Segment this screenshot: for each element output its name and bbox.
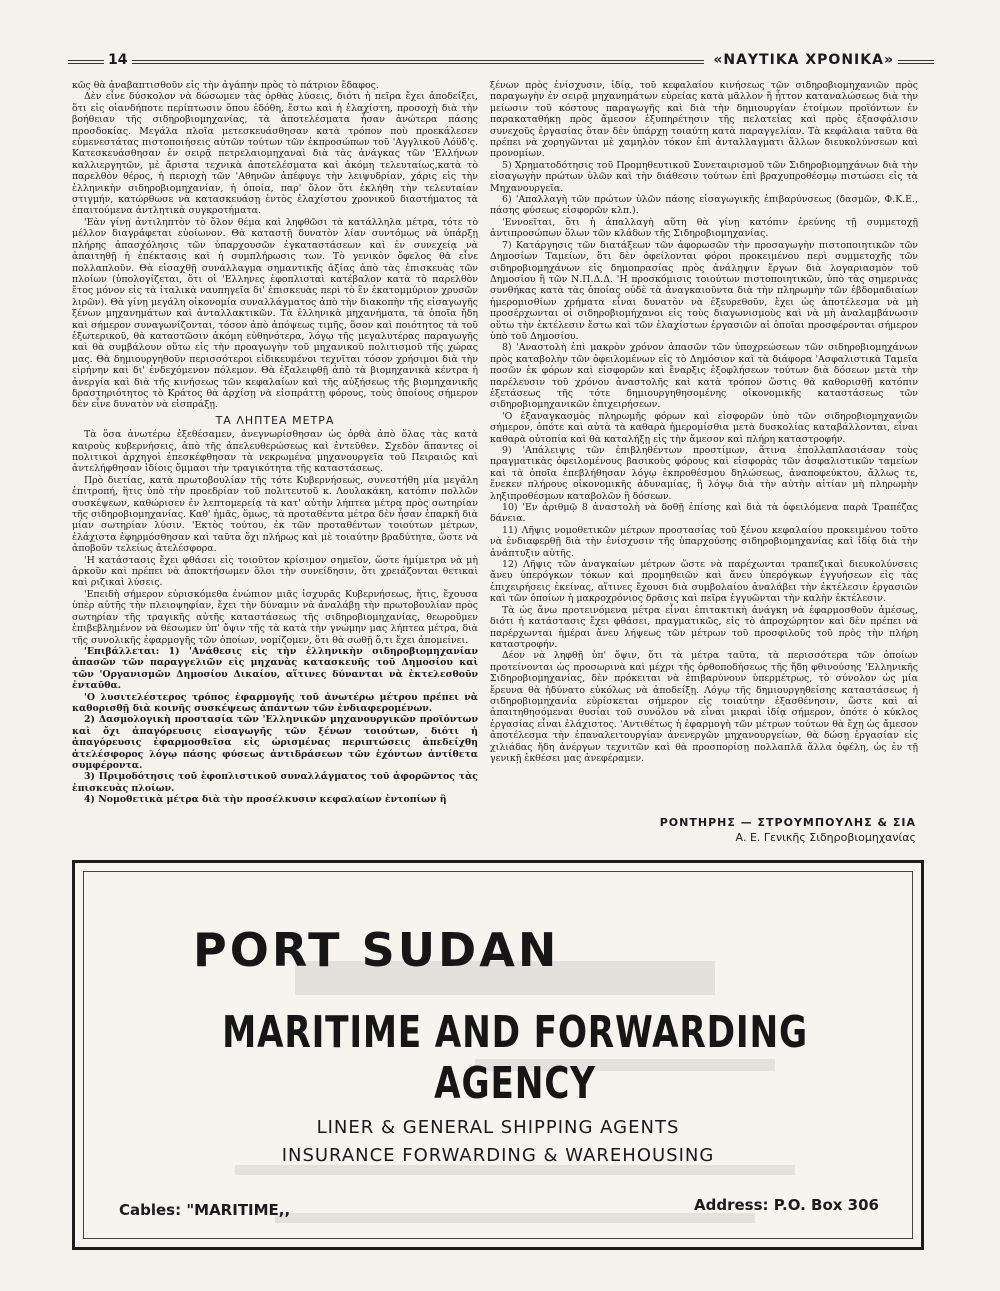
ad-services-line-2: INSURANCE FORWARDING & WAREHOUSING — [281, 1145, 715, 1166]
paragraph: Τὰ ὅσα ἀνωτέρω ἐξεθέσαμεν, ἀνεγνωρίσθησαν ὡς ὀρθὰ ἀπὸ ὅλας τὰς κατὰ καιροὺς κυβερνήσεις, ἀπὸ τῆς ἀπελευθερώσεως καὶ ἐντεῦθεν. Σχεδὸν ἅπαντες οἱ πολιτικοὶ ἀρχηγοὶ ἐπεσκέφθησαν τὰ νεκρωμένα μηχανουργεῖα τοῦ Πειραιῶς καὶ ἀντελήφθησαν ἰδίοις ὄμμασι τὴν τραγικότητα τῆς καταστάσεως. — [72, 429, 478, 475]
paragraph: Δὲν εἶνε δύσκολον νὰ δώσωμεν τὰς ὀρθὰς λύσεις, διότι ἡ πεῖρα ἔχει ἀποδείξει, ὅτι εἰς οἱανδήποτε περίπτωσιν ὅπου ἐδόθη, ἔστω καὶ ἡ ἐλαχίστη, προσοχὴ διὰ τὴν βοήθειαν τῆς σιδηροβιομηχανίας, τὰ ἀποτελέσματα ἦσαν ἀνώτερα πάσης προσδοκίας. Μεγάλα πλοῖα μετεσκευάσθησαν κατὰ τρόπον ποὺ προεκάλεσεν εὐμενεστάτας πιστοποιήσεις αὐτῶν τούτων τῶν ἐκπροσώπων τοῦ 'Αγγλικοῦ Λόϋδ'ς. Κατεσκευάσθησαν ἐν σειρᾷ πετρελαιομηχαναὶ διὰ τὰς ἀνάγκας τῶν 'Ελλήνων καλλιεργητῶν, μὲ ἄριστα τεχνικὰ ἀποτελέσματα καὶ ἀκόμη τελευταίως,κατὰ τὸ παρελθὸν θέρος, ἡ περιοχὴ τῶν 'Αθηνῶν ἀπέφυγε τὴν λειψυδρίαν, χάρις εἰς τὴν ἑλληνικὴν σιδηροβιομηχανίαν, ἡ ὁποία, παρ' ὅλον ὅτι ἐκλήθη τὴν τελευταίαν στιγμήν, κατώρθωσε νὰ κατασκευάσῃ ἐντὸς ἐλαχίστου χρονικοῦ διαστήματος τὰ ἐπαιτούμενα ἀντλητικὰ συγκροτήματα. — [72, 91, 478, 217]
paragraph: 'Ο ἐξαναγκασμὸς πληρωμῆς φόρων καὶ εἰσφορῶν ὑπὸ τῶν σιδηροβιομηχανιῶν σήμερον, ὁπότε καὶ αὐτὰ τὰ καθαρὰ ἡμερομίσθια μετὰ δυσκολίας καταβάλλονται, εἶναι καθαρὰ οὐτοπία καὶ θὰ καταλήξῃ εἰς τὴν ἄμεσον καὶ πλήρη καταστροφήν. — [490, 410, 918, 445]
header-rule-left — [68, 60, 104, 64]
article-column-left — [72, 80, 478, 838]
page-header — [68, 52, 934, 76]
ad-cables: Cables: "MARITIME,, — [119, 1201, 291, 1219]
ad-subtitle: MARITIME AND FORWARDING AGENCY — [222, 1007, 808, 1109]
ad-title: PORT SUDAN — [193, 923, 560, 977]
paragraph: 'Η κατάστασις ἔχει φθάσει εἰς τοιοῦτον κρίσιμον σημεῖον, ὥστε ἡμίμετρα νὰ μὴ ἀρκοῦν καὶ πρέπει νὰ ἀποκτήσωμεν ὅλοι τὴν συνείδησιν, ὅτι χρειάζονται θετικαὶ καὶ ριζικαὶ λύσεις. — [72, 554, 478, 589]
ad-services-line-1: LINER & GENERAL SHIPPING AGENTS — [316, 1117, 680, 1138]
article-signature — [540, 816, 920, 844]
paragraph: 4) Νομοθετικὰ μέτρα διὰ τὴν προσέλκυσιν κεφαλαίων ἐντοπίων ἢ — [84, 794, 447, 806]
paragraph: 5) Χρηματοδότησις τοῦ Προμηθευτικοῦ Συνεταιρισμοῦ τῶν Σιδηροβιομηχάνων διὰ τὴν εἰσαγωγὴν πρώτων ὑλῶν καὶ τὴν διάθεσιν τούτων ἐπὶ βραχυπροθέσμῳ πιστώσει εἰς τὰ Μηχανουργεῖα. — [490, 159, 918, 194]
paragraph: Πρὸ διετίας, κατὰ πρωτοβουλίαν τῆς τότε Κυβερνήσεως, συνεστήθη μία μεγάλη ἐπιτροπή, ἥτις ὑπὸ τὴν προεδρίαν τοῦ πολιτευτοῦ κ. Λουλακάκη, κατόπιν πολλῶν συσκέψεων, καθώρισεν ἐν λεπτομερείᾳ τὰ κατ' αὐτὴν λήπτεα μέτρα πρὸς σωτηρίαν τῆς σιδηροβιομηχανίας. Καθ' ἡμᾶς, ὅμως, τὰ προταθέντα μέτρα δὲν ἦσαν ἐπαρκῆ διὰ μίαν σωτηρίαν λύσιν. 'Εκτὸς τούτου, ἐκ τῶν προταθέντων τοιούτων μέτρων, ἐλάχιστα ἐφηρμόσθησαν καὶ ταῦτα ὄχι πλήρως καὶ μὲ τοιαύτην βραδύτητα, ὥστε νὰ ἀποβοῦν τελείως ἀτελέσφορα. — [72, 474, 478, 555]
paragraph: Δέον νὰ ληφθῇ ὑπ' ὄψιν, ὅτι τὰ μέτρα ταῦτα, τὰ περισσότερα τῶν ὁποίων προτείνονται ὡς προσωρινὰ καὶ μέχρι τῆς ὀρθοποδήσεως τῆς ἤδη φθινούσης 'Ελληνικῆς Σιδηροβιομηχανίας, δὲν πρόκειται νὰ ἐπιβαρύνουν ὑπερμέτρως, τὸ σύνολον ὡς μία ἔρευνα θὰ ἠδύνατο εὐκόλως νὰ ἀποδείξῃ. Λόγῳ τῆς δημιουργηθείσης καταστάσεως ἡ σιδηροβιομηχανία εὑρίσκεται σήμερον εἰς τοιαύτην ἐξασθένησιν, ὥστε καὶ αἱ ἀπαιτηθησόμεναι θυσίαι τοῦ συνόλου νὰ εἶναι μικραὶ ἰδίᾳ σήμερον, ὁπότε ὁ κύκλος ἐργασίας εἶναι ἐλάχιστος. 'Αντιθέτως ἡ ἐφαρμογὴ τῶν μέτρων τούτων θὰ ἔχῃ ὡς ἄμεσον ἀποτέλεσμα τὴν ἐπαναλειτουργίαν ἀνενεργῶν μηχανουργείων, θὰ δώσῃ ἐργασίαν εἰς χιλιάδας ἤδη ἀνέργων τεχνιτῶν καὶ θὰ προσπορίσῃ πολλαπλᾶ ἄλλα ὀφέλη, ὡς ἐν τῇ γενικῇ ἐκθέσει μας ἀνεφέραμεν. — [490, 650, 918, 764]
running-head: «ΝΑΥΤΙΚΑ ΧΡΟΝΙΚΑ» — [713, 52, 894, 68]
section-heading: ΤΑ ΛΗΠΤΕΑ ΜΕΤΡΑ — [215, 413, 335, 427]
advertisement-box — [72, 860, 924, 1250]
paragraph: 7) Κατάργησις τῶν διατάξεων τῶν ἀφορωσῶν τὴν προσαγωγὴν πιστοποιητικῶν τῶν Δημοσίων Ταμείων, ὅτι δὲν ὀφείλονται φόροι προκειμένου περὶ συμμετοχῆς τῶν σιδηροβιομηχάνων εἰς δημοπρασίας πρὸς ἀνάληψιν ἔργων διὰ λογαριασμὸν τοῦ Δημοσίου ἢ τῶν Ν.Π.Δ.Δ. 'Η προσκόμισις τοιούτων πιστοποιητικῶν, ὑπὸ τὰς σημερινὰς συνθήκας κατὰ τὰς ὁποίας οὐδὲ τὰ ἀναγκαιοῦντα διὰ τὴν πληρωμὴν τῶν ἑβδομαδιαίων ἡμερομισθίων χρήματα εἶναι δυνατὸν νὰ ἐξευρεθοῦν, ἔχει ὡς ἀποτέλεσμα νὰ μὴ προσέρχωνται οἱ σιδηροβιομήχανοι εἰς τοὺς διαγωνισμοὺς καὶ νὰ μὴ ἀναλαμβάνωσιν οὕτω τὴν ἐκτέλεσιν ἔστω καὶ τῶν ἐλαχίστων ἐργασιῶν αἱ ὁποῖαι προσφέρονται σήμερον ὑπὸ τοῦ Δημοσίου. — [490, 239, 918, 342]
signature-company: Α. Ε. Γενικῆς Σιδηροβιομηχανίας — [735, 831, 916, 844]
paragraph: 6) 'Απαλλαγὴ τῶν πρώτων ὑλῶν πάσης εἰσαγωγικῆς ἐπιβαρύνσεως (δασμῶν, Φ.Κ.Ε., πάσης φύσεως εἰσφορῶν κλπ.). — [490, 194, 918, 217]
paragraph: 'Ο λυσιτελέστερος τρόπος ἐφαρμογῆς τοῦ ἀνωτέρω μέτρου πρέπει νὰ καθορισθῇ διὰ κοινῆς συσκέψεως ἁπάντων τῶν ἐνδιαφερομένων. — [72, 691, 478, 714]
signature-names: ΡΟΝΤΗΡΗΣ — ΣΤΡΟΥΜΠΟΥΛΗΣ & ΣΙΑ — [659, 816, 916, 829]
paragraph: 8) 'Αναστολὴ ἐπὶ μακρὸν χρόνον ἁπασῶν τῶν ὑποχρεώσεων τῶν σιδηροβιομηχάνων πρὸς καταβολὴν τῶν ὀφειλομένων εἰς τὸ Δημόσιον καὶ τὰ διάφορα 'Ασφαλιστικὰ Ταμεῖα ποσῶν ἐκ φόρων καὶ εἰσφορῶν καὶ ἔναρξις ἐξοφλήσεων τούτων διὰ δόσεων μετὰ τὴν παρέλευσιν τοῦ χρόνου ἀναστολῆς καὶ κατὰ τρόπον ὥστις θὰ καθορισθῇ κατόπιν ἐξετάσεως τῆς τότε δημιουργηθησομένης οἰκονομικῆς καταστάσεως τῶν σιδηροβιομηχανικῶν ἐπιχειρήσεων. — [490, 342, 918, 411]
paragraph: κῶς θὰ ἀναβαπτισθοῦν εἰς τὴν ἀγάπην πρὸς τὸ πάτριον ἔδαφος. — [72, 80, 379, 91]
paragraph: 9) 'Απάλειψις τῶν ἐπιβληθέντων προστίμων, ἅτινα ἐπολλαπλασιάσαν τοὺς πραγματικὰς ὀφειλομένους βασικοὺς φόρους καὶ εἰσφορὰς τῶν ἀσφαλιστικῶν ταμείων καὶ τὰ ὁποῖα ἐπεβλήθησαν λόγῳ ἐκπροθέσμου δηλώσεως, ἀναποφεύκτου, ἄλλως τε, ἕνεκεν πλήρους οἰκονομικῆς ἀδυναμίας, ἢ λόγῳ διὰ τὴν αὐτὴν αἰτίαν μὴ πληρωμὴν ληξιπροθέσμων καταβολῶν ἢ δόσεων. — [490, 445, 918, 502]
paragraph: 3) Πριμοδότησις τοῦ ἐφοπλιστικοῦ συναλλάγματος τοῦ ἀφορῶντος τὰς ἐπισκευὰς πλοίων. — [72, 771, 478, 794]
article-column-right — [490, 80, 918, 812]
paragraph: 'Εὰν γίνῃ ἀντιληπτὸν τὸ ὅλον θέμα καὶ ληφθῶσι τὰ κατάλληλα μέτρα, τότε τὸ μέλλον διαγράφεται εὐοίωνον. Θὰ καταστῇ δυνατὸν λίαν συντόμως νὰ ὑπάρξῃ πλήρης ἀπασχόλησις τῶν ὑπαρχουσῶν ἐγκαταστάσεων καὶ ἐν συνεχείᾳ νὰ ἀπαιτηθῇ ἡ ἐπέκτασις καὶ ἡ συμπλήρωσις των. Τὸ γενικὸν ὄφελος θὰ εἶνε πολλαπλοῦν. Θὰ εἰσαχθῇ συνάλλαγμα σημαντικῆς ἀξίας ἀπὸ τὰς ἐπισκευὰς τῶν πλοίων (ὑπολογίζεται, ὅτι οἱ 'Ελληνες ἐφοπλισταὶ κατέβαλον κατὰ τὸ παρελθὸν ἔτος μόνον εἰς τὰ ἰταλικὰ ναυπηγεῖα δι' ἐπισκευὰς περὶ τὸ ἓν ἑκατομμύριον χρυσῶν λιρῶν). Θὰ γίνῃ μεγάλη οἰκονομία συναλλάγματος ἀπὸ τὴν διακοπὴν τῆς εἰσαγωγῆς ξένων μηχανημάτων καὶ ἀνταλλακτικῶν. Τὰ ἑλληνικὰ μηχανήματα, τὰ ὁποῖα ἤδη καὶ σήμερον συναγωνίζονται, τόσον ἀπὸ ἀπόψεως τιμῆς, ὅσον καὶ ποιότητος τὰ τοῦ ἐξωτερικοῦ, θὰ καταστῶσιν ἀκόμη εὐθηνότερα, λόγῳ τῆς μεγαλυτέρας παραγωγῆς καὶ θὰ συμβάλουν οὕτω εἰς τὴν προαγωγὴν τοῦ μηχανικοῦ πολιτισμοῦ τῆς χώρας μας. Θὰ δημιουργηθοῦν περισσότεροι εἰδικευμένοι τεχνῖται τόσον χρήσιμοι διὰ τὴν εἰρήνην καὶ δι' ἐνδεχόμενον πόλεμον. Θὰ ἐξαλειφθῇ ἀπὸ τὰ βιομηχανικὰ κέντρα ἡ ἀνεργία καὶ διὰ τῆς κινήσεως τῶν κεφαλαίων καὶ τῆς αὐξήσεως τῆς βιομηχανικῆς δραστηριότητος τὸ Κράτος θὰ ἀρχίσῃ νὰ εἰσπράττῃ φόρους, τοὺς ὁποίους σήμερον δὲν εἶνε δυνατὸν νὰ εἰσπράξῃ. — [72, 216, 478, 411]
paragraph: 'Επιβάλλεται: 1) 'Ανάθεσις εἰς τὴν ἑλληνικὴν σιδηροβιομηχανίαν ἁπασῶν τῶν παραγγελιῶν εἰς μηχανὰς κατασκευῆς τοῦ Δημοσίου καὶ τῶν 'Οργανισμῶν Δημοσίου Δικαίου, αἵτινες δύνανται νὰ ἐκτελεσθοῦν ἐνταῦθα. — [72, 645, 478, 692]
header-rule-right — [898, 60, 934, 64]
show-through-band — [275, 1213, 755, 1223]
paragraph: 11) Λῆψις νομοθετικῶν μέτρων προστασίας τοῦ ξένου κεφαλαίου προκειμένου τοῦτο νὰ ἐνδιαφερθῇ διὰ τὴν ἐνίσχυσιν τῆς ὑπαρχούσης σιδηροβιομηχανίας καὶ ἰδίᾳ διὰ τὴν ἀνάπτυξιν αὐτῆς. — [490, 524, 918, 559]
page-number: 14 — [108, 52, 128, 68]
paragraph: 12) Λῆψις τῶν ἀναγκαίων μέτρων ὥστε νὰ παρέχωνται τραπεζικαὶ διευκολύνσεις ἄνευ ὑπερόγκων τόκων καὶ προμηθειῶν καὶ ἄνευ ὑπερόγκων ἐγγυήσεων εἰς τὰς ἐπιχειρήσεις ἐκείνας, αἵτινες ἔχουσι διὰ συμβολαίου ἀναλάβει τὴν ἐκτέλεσιν ἐργασιῶν καὶ τῶν ὁποίων ἡ μακροχρόνιος δρᾶσις καὶ πεῖρα ἐγγυῶνται τὴν καλὴν ἐκτέλεσιν. — [490, 559, 918, 605]
paragraph: 2) Δασμολογικὴ προστασία τῶν 'Ελληνικῶν μηχανουργικῶν προϊόντων καὶ ὄχι ἀπαγόρευσις εἰσαγωγῆς τῶν ξένων τοιούτων, διότι ἡ ἀπαγόρευσις ἐφαρμοσθεῖσα εἰς ὡρισμένας περιπτώσεις ἀπεδείχθη ἀτελέσφορος λόγῳ πάσης φύσεως ἀντιδράσεων τῶν ἐχόντων ἀντίθετα συμφέροντα. — [72, 714, 478, 771]
paragraph: ξένων πρὸς ἐνίσχυσιν, ἰδίᾳ, τοῦ κεφαλαίου κινήσεως τῶν σιδηροβιομηχανιῶν πρὸς παραγωγὴν ἐν σειρᾷ μηχανημάτων εὐρείας κατὰ μᾶλλον ἢ ἧττον καταναλώσεως διὰ τὴν μείωσιν τοῦ κόστους παραγωγῆς καὶ διὰ τὴν δημιουργίαν ἑτοίμων προϊόντων ἐν παρακαταθήκῃ πρὸς ἄμεσον ἐξυπηρέτησιν τῆς πελατείας καὶ πρὸς ἐξασφάλισιν συνεχοῦς ἐργασίας ὅταν δὲν ὑπάρχῃ τοιαύτη κατὰ παραγγελίαν. Τὰ κεφάλαια ταῦτα θὰ πρέπει νὰ χορηγῶνται μὲ χαμηλὸν τόκον ἐπὶ ἀνταλλαγματι ἄλλων διευκολύνσεων καὶ προνομίων. — [490, 80, 918, 160]
show-through-band — [235, 1165, 795, 1175]
header-rule-middle — [132, 60, 704, 64]
ad-address: Address: P.O. Box 306 — [694, 1196, 879, 1214]
paragraph: Τὰ ὡς ἄνω προτεινόμενα μέτρα εἶναι ἐπιτακτικὴ ἀνάγκη νὰ ἐφαρμοσθοῦν ἀμέσως, διότι ἡ κατάστασις ἔχει φθάσει, πραγματικῶς, εἰς τὸ ἀπροχώρητον καὶ δὲν πρέπει νὰ παρέρχωνται ἡμέραι ἄνευ λήψεως τῶν μέτρων τοῦ προσφιλοῦς τοῦ πρὸς τὴν πλήρη καταστροφήν. — [490, 604, 918, 650]
paragraph: 10) 'Εν ἀριθμῷ 8 ἀναστολὴ νὰ δοθῇ ἐπίσης καὶ διὰ τὰ ὀφειλόμενα παρὰ Τραπέζας δάνεια. — [490, 502, 918, 525]
paragraph: 'Εννοεῖται, ὅτι ἡ ἀπαλλαγὴ αὕτη θὰ γίνῃ κατόπιν ἐρεύνης τῇ συμμετοχῇ ἀντιπροσώπων ὅλων τῶν κλάδων τῆς Σιδηροβιομηχανίας. — [490, 216, 918, 240]
paragraph: 'Επειδὴ σήμερον εὑρισκόμεθα ἐνώπιον μιᾶς ἰσχυρᾶς Κυβερνήσεως, ἥτις, ἔχουσα ὑπὲρ αὐτῆς τὴν πλειοψηφίαν, ἔχει τὴν δύναμιν νὰ ἀναλάβῃ τὴν πρωτοβουλίαν πρὸς σωτηρίαν τῆς τραγικῆς αὐτῆς καταστάσεως τῆς σιδηροβιομηχανίας, θεωροῦμεν ἐπιβεβλημένον νὰ θέσωμεν ὑπ' ὄψιν τῆς τὰ κατὰ τὴν γνώμην μας λήπτεα μέτρα, διὰ τῆς συνολικῆς ἐφαρμογῆς τῶν ὁποίων, νομίζομεν, ὅτι θὰ σωθῇ ὅ,τι ἔχει ἀπομείνει. — [72, 588, 478, 646]
